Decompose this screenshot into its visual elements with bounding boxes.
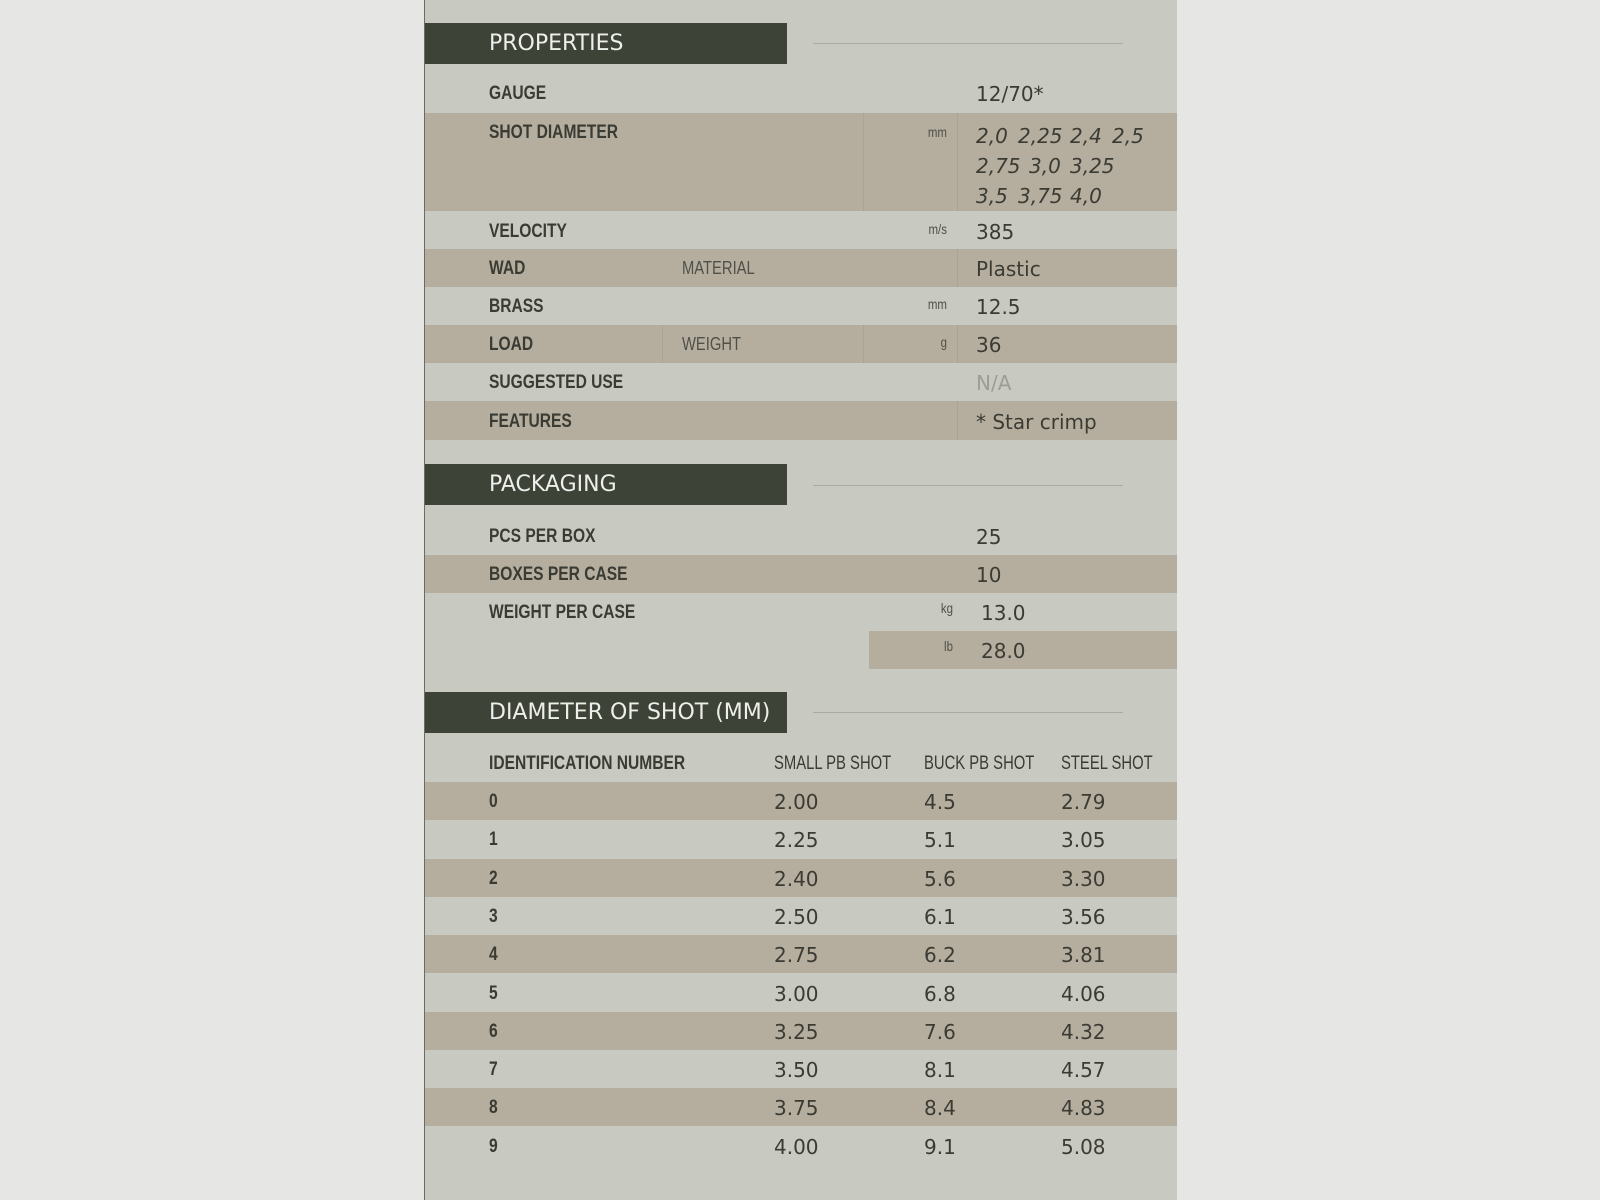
shot-size-value: 3,75 bbox=[1018, 184, 1063, 208]
weight-kg-unit: kg bbox=[940, 600, 953, 616]
small-pb-cell: 3.50 bbox=[774, 1058, 819, 1083]
steel-cell: 3.56 bbox=[1061, 904, 1106, 929]
brass-label: BRASS bbox=[489, 296, 544, 317]
small-pb-cell: 2.25 bbox=[774, 828, 819, 853]
id-cell: 5 bbox=[489, 982, 498, 1004]
table-row bbox=[425, 897, 1177, 935]
column-divider bbox=[957, 325, 958, 363]
gauge-value: 12/70* bbox=[976, 82, 1044, 106]
buck-pb-cell: 8.1 bbox=[924, 1058, 956, 1083]
packaging-divider bbox=[813, 485, 1123, 486]
buck-pb-cell: 6.8 bbox=[924, 981, 956, 1006]
col-header-small-pb: SMALL PB SHOT bbox=[774, 753, 892, 774]
properties-header: PROPERTIES bbox=[425, 23, 787, 64]
features-label: FEATURES bbox=[489, 411, 572, 432]
col-header-id: IDENTIFICATION NUMBER bbox=[489, 753, 686, 774]
load-unit: g bbox=[940, 334, 947, 350]
velocity-label: VELOCITY bbox=[489, 221, 567, 242]
small-pb-cell: 3.00 bbox=[774, 981, 819, 1006]
shot-size-value: 3,25 bbox=[1070, 154, 1115, 178]
shot-size-value: 3,5 bbox=[976, 184, 1008, 208]
steel-cell: 4.32 bbox=[1061, 1019, 1106, 1044]
table-row bbox=[425, 974, 1177, 1012]
shot-size-value: 4,0 bbox=[1070, 184, 1102, 208]
small-pb-cell: 3.25 bbox=[774, 1019, 819, 1044]
buck-pb-cell: 8.4 bbox=[924, 1096, 956, 1121]
steel-cell: 5.08 bbox=[1061, 1134, 1106, 1159]
buck-pb-cell: 5.1 bbox=[924, 828, 956, 853]
weight-lb-value: 28.0 bbox=[981, 639, 1026, 663]
shot-size-value: 2,75 bbox=[976, 154, 1021, 178]
steel-cell: 4.57 bbox=[1061, 1058, 1106, 1083]
brass-unit: mm bbox=[927, 296, 947, 312]
col-header-steel: STEEL SHOT bbox=[1061, 753, 1153, 774]
buck-pb-cell: 5.6 bbox=[924, 866, 956, 891]
shot-diameter-label: SHOT DIAMETER bbox=[489, 122, 618, 143]
id-cell: 1 bbox=[489, 829, 498, 851]
small-pb-cell: 2.75 bbox=[774, 943, 819, 968]
buck-pb-cell: 6.2 bbox=[924, 943, 956, 968]
table-row bbox=[425, 1088, 1177, 1126]
boxes-per-case-value: 10 bbox=[976, 563, 1002, 587]
row-suggested-use bbox=[425, 363, 1177, 401]
steel-cell: 3.81 bbox=[1061, 943, 1106, 968]
small-pb-cell: 2.40 bbox=[774, 866, 819, 891]
suggested-use-label: SUGGESTED USE bbox=[489, 372, 624, 393]
id-cell: 4 bbox=[489, 944, 498, 966]
pcs-per-box-value: 25 bbox=[976, 525, 1002, 549]
id-cell: 8 bbox=[489, 1097, 498, 1119]
row-weight-per-case-kg bbox=[425, 593, 1177, 631]
velocity-value: 385 bbox=[976, 220, 1015, 244]
small-pb-cell: 2.00 bbox=[774, 790, 819, 814]
spec-sheet bbox=[424, 0, 1177, 1200]
row-wad bbox=[425, 249, 1177, 287]
column-divider bbox=[957, 113, 958, 211]
buck-pb-cell: 7.6 bbox=[924, 1019, 956, 1044]
suggested-use-value: N/A bbox=[976, 371, 1012, 395]
shot-size-value: 2,25 bbox=[1018, 124, 1063, 148]
row-velocity bbox=[425, 211, 1177, 249]
row-brass bbox=[425, 287, 1177, 325]
small-pb-cell: 4.00 bbox=[774, 1134, 819, 1159]
column-divider bbox=[957, 401, 958, 440]
shot-size-value: 2,5 bbox=[1112, 124, 1144, 148]
features-value: * Star crimp bbox=[976, 410, 1097, 434]
row-features bbox=[425, 401, 1177, 440]
id-cell: 7 bbox=[489, 1059, 498, 1081]
shot-size-value: 2,0 bbox=[976, 124, 1008, 148]
row-shot-diameter bbox=[425, 113, 1177, 211]
steel-cell: 2.79 bbox=[1061, 790, 1106, 814]
id-cell: 3 bbox=[489, 905, 498, 927]
column-divider bbox=[863, 325, 864, 363]
packaging-header: PACKAGING bbox=[425, 464, 787, 505]
load-weight-label: WEIGHT bbox=[682, 334, 742, 354]
table-row bbox=[425, 1050, 1177, 1088]
id-cell: 6 bbox=[489, 1020, 498, 1042]
row-load bbox=[425, 325, 1177, 363]
load-label: LOAD bbox=[489, 334, 534, 355]
table-row bbox=[425, 1127, 1177, 1165]
buck-pb-cell: 9.1 bbox=[924, 1134, 956, 1159]
row-gauge bbox=[425, 75, 1177, 113]
diameter-header: DIAMETER OF SHOT (MM) bbox=[425, 692, 787, 733]
shot-size-value: 3,0 bbox=[1029, 154, 1061, 178]
small-pb-cell: 3.75 bbox=[774, 1096, 819, 1121]
velocity-unit: m/s bbox=[928, 221, 947, 237]
column-divider bbox=[863, 113, 864, 211]
buck-pb-cell: 6.1 bbox=[924, 904, 956, 929]
load-value: 36 bbox=[976, 333, 1002, 357]
table-row bbox=[425, 782, 1177, 820]
col-header-buck-pb: BUCK PB SHOT bbox=[924, 753, 1035, 774]
steel-cell: 3.30 bbox=[1061, 866, 1106, 891]
table-row bbox=[425, 935, 1177, 973]
wad-label: WAD bbox=[489, 258, 526, 279]
wad-material-label: MATERIAL bbox=[682, 258, 755, 278]
weight-kg-value: 13.0 bbox=[981, 601, 1026, 625]
properties-divider bbox=[813, 43, 1123, 44]
pcs-per-box-label: PCS PER BOX bbox=[489, 526, 596, 547]
id-cell: 9 bbox=[489, 1135, 498, 1157]
wad-value: Plastic bbox=[976, 257, 1041, 281]
column-divider bbox=[662, 325, 663, 363]
id-cell: 2 bbox=[489, 867, 498, 889]
column-divider bbox=[957, 249, 958, 287]
diameter-table-header bbox=[425, 744, 1177, 782]
small-pb-cell: 2.50 bbox=[774, 904, 819, 929]
weight-per-case-label: WEIGHT PER CASE bbox=[489, 602, 636, 623]
gauge-label: GAUGE bbox=[489, 83, 547, 104]
table-row bbox=[425, 859, 1177, 897]
steel-cell: 4.83 bbox=[1061, 1096, 1106, 1121]
brass-value: 12.5 bbox=[976, 295, 1021, 319]
weight-lb-unit: lb bbox=[944, 638, 953, 654]
id-cell: 0 bbox=[489, 791, 498, 812]
steel-cell: 4.06 bbox=[1061, 981, 1106, 1006]
shot-size-value: 2,4 bbox=[1070, 124, 1102, 148]
row-boxes-per-case bbox=[425, 555, 1177, 593]
row-pcs-per-box bbox=[425, 517, 1177, 555]
buck-pb-cell: 4.5 bbox=[924, 790, 956, 814]
diameter-divider bbox=[813, 712, 1123, 713]
steel-cell: 3.05 bbox=[1061, 828, 1106, 853]
table-row bbox=[425, 1012, 1177, 1050]
boxes-per-case-label: BOXES PER CASE bbox=[489, 564, 628, 585]
shot-diameter-unit: mm bbox=[927, 124, 947, 140]
table-row bbox=[425, 820, 1177, 858]
row-weight-per-case-lb bbox=[869, 631, 1177, 669]
